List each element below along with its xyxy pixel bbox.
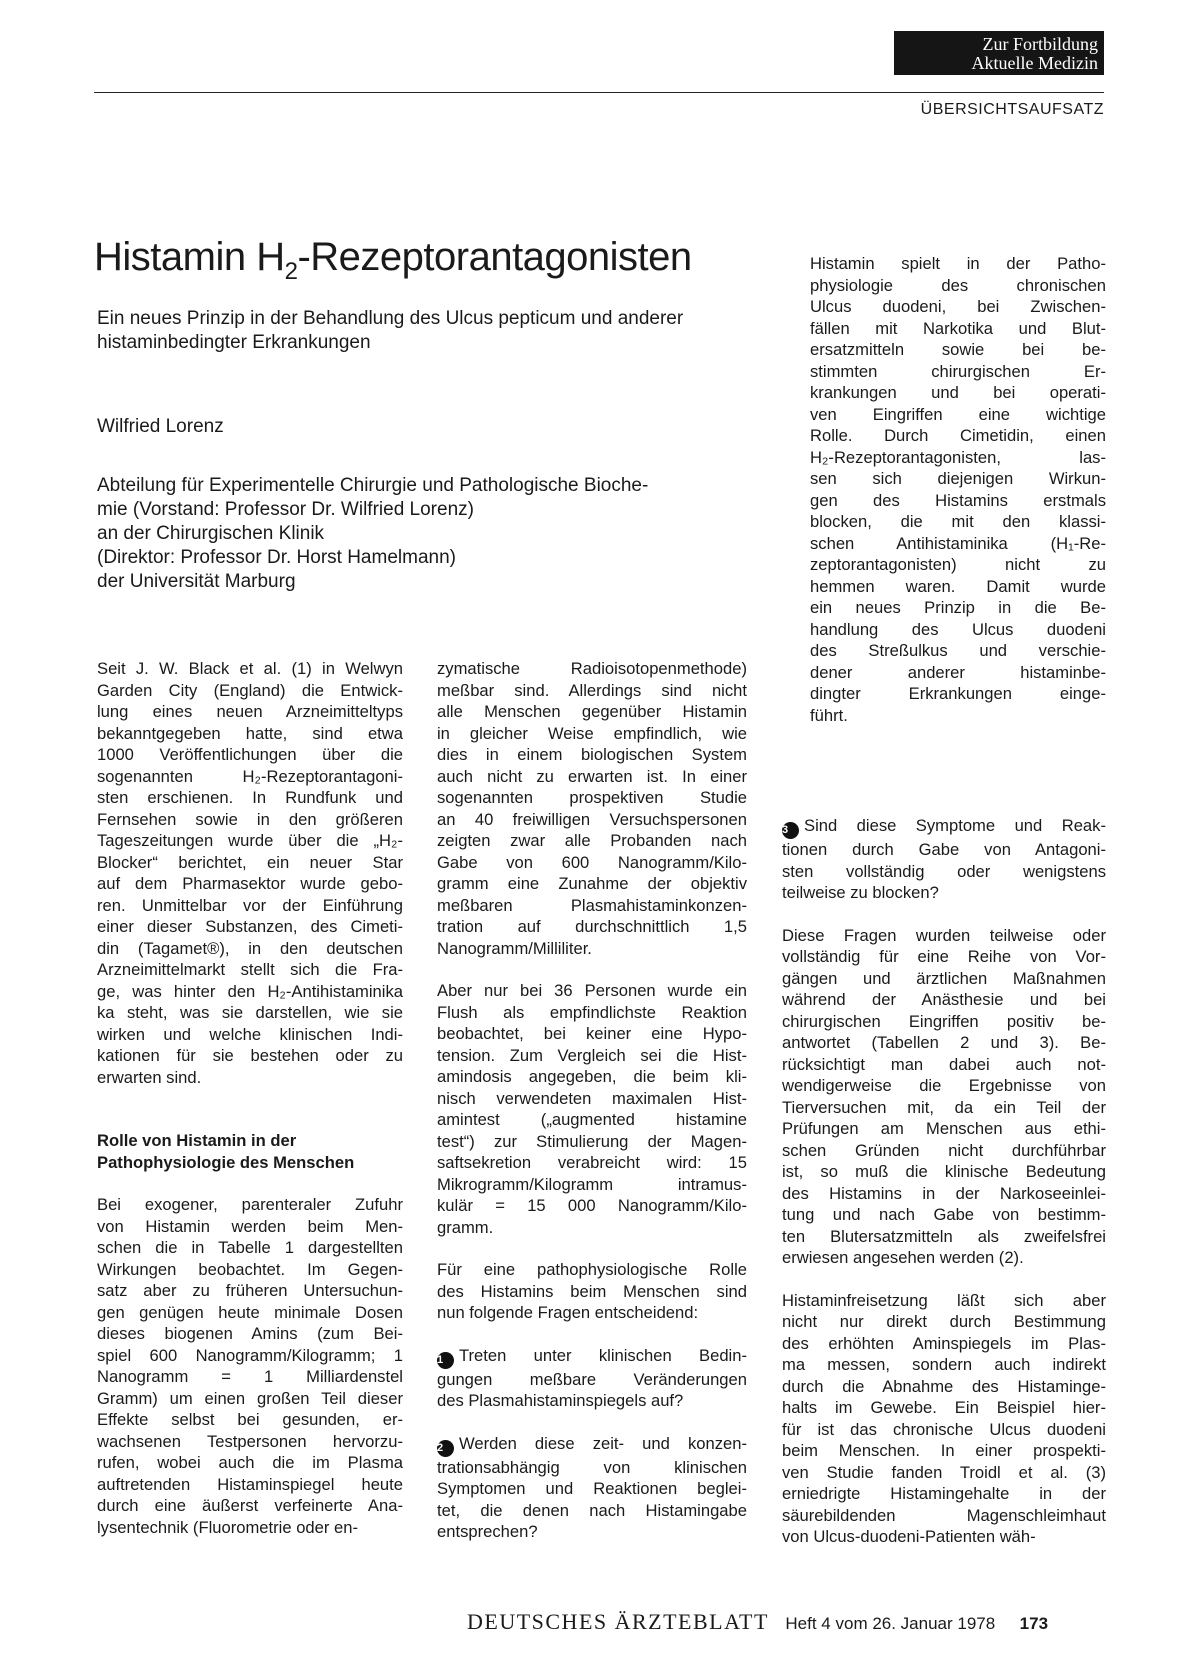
text-line: Gramm) um einen großen Teil dieser (97, 1388, 403, 1408)
text-line: ka steht, was sie darstellen, wie sie (97, 1003, 403, 1022)
text-line: Aber nur bei 36 Personen wurde ein (437, 981, 747, 1000)
text-line: dieses biogenen Amins (zum Bei- (97, 1324, 403, 1343)
text-line: ma messen, sondern auch indirekt (782, 1355, 1106, 1374)
text-line (782, 815, 1106, 839)
text-line: ein neues Prinzip in die Be- (810, 598, 1106, 617)
title-subscript: 2 (284, 258, 298, 285)
text-line: din (Tagamet®), in den deutschen (97, 938, 403, 958)
section-label: ÜBERSICHTSAUFSATZ (920, 101, 1104, 118)
text-line: Gabe von 600 Nanogramm/Kilo- (437, 852, 747, 872)
text-line: sten erschienen. In Rundfunk und (97, 788, 403, 807)
text-line: ersatzmitteln sowie bei be- (810, 340, 1106, 359)
text-line: Tierversuchen mit, da ein Teil der (782, 1097, 1106, 1117)
text-line: Nanogramm/Milliliter. (437, 938, 592, 958)
text-line: chirurgischen Eingriffen positiv be- (782, 1011, 1106, 1031)
paragraph-gap (97, 1109, 403, 1130)
text-line: des Histamins beim Menschen sind (437, 1281, 747, 1301)
text-line: nicht nur direkt durch Bestimmung (782, 1312, 1106, 1331)
text-line: tung und nach Gabe von bestimm- (782, 1205, 1106, 1224)
text-line-content: Sind diese Symptome und Reak- (804, 816, 1106, 835)
journal-name: DEUTSCHES ÄRZTEBLATT (467, 1609, 769, 1634)
text-line: Für eine pathophysiologische Rolle (437, 1260, 747, 1279)
section-heading: Rolle von Histamin in der (97, 1131, 297, 1150)
text-line: dingter Erkrankungen einge- (810, 684, 1106, 703)
text-line: Tageszeitungen wurde über die „H₂- (97, 831, 403, 850)
text-line: meßbar sind. Allerdings sind nicht (437, 680, 747, 700)
text-line: tet, die denen nach Histamingabe (437, 1500, 747, 1520)
affiliation-line: der Universität Marburg (97, 571, 296, 592)
paragraph-gap (97, 1088, 403, 1109)
text-line: rücksichtigt man dabei auch not- (782, 1054, 1106, 1074)
text-line: sogenannten prospektiven Studie (437, 788, 747, 807)
body-column-3 (782, 815, 1106, 1548)
text-line: ist, so muß die klinische Bedeutung (782, 1162, 1106, 1181)
text-line: während der Anästhesie und bei (782, 990, 1106, 1009)
paragraph-gap (437, 959, 747, 980)
text-line: tionen durch Gabe von Antagoni- (782, 840, 1106, 859)
article-subtitle: Ein neues Prinzip in der Behandlung des Ulcus pepticum und anderer histaminbedingter Erkrankungen (97, 308, 684, 353)
text-line: Garden City (England) die Entwick- (97, 680, 403, 700)
paragraph-gap (437, 1238, 747, 1259)
numbered-marker-icon: 1 (437, 1352, 454, 1369)
text-line: kationen für sie bestehen oder zu (97, 1046, 403, 1065)
badge-line-2: Aktuelle Medizin (971, 53, 1098, 73)
body-column-1 (97, 658, 403, 1538)
text-line: H₂-Rezeptorantagonisten, las- (810, 447, 1106, 467)
text-line: ge, was hinter den H₂-Antihistaminika (97, 981, 403, 1001)
title-pre: Histamin H (94, 235, 285, 279)
text-line: nun folgende Fragen entscheidend: (437, 1303, 699, 1322)
affiliation-block (97, 474, 757, 594)
text-line: Seit J. W. Black et al. (1) in Welwyn (97, 659, 403, 678)
text-line: saftsekretion verabreicht wird: 15 (437, 1153, 747, 1172)
badge-line-1: Zur Fortbildung (982, 34, 1098, 54)
text-line: erniedrigte Histamingehalte in der (782, 1484, 1106, 1503)
text-line: ren. Unmittelbar vor der Einführung (97, 895, 403, 915)
text-line: alle Menschen gegenüber Histamin (437, 702, 747, 721)
text-line: beim Menschen. In einer prospekti- (782, 1441, 1106, 1460)
text-line: schen Antihistaminika (H₁-Re- (810, 533, 1106, 553)
text-line: gungen meßbare Veränderungen (437, 1369, 747, 1389)
text-line: fällen mit Narkotika und Blut- (810, 318, 1106, 338)
text-line: 1000 Veröffentlichungen über die (97, 745, 403, 764)
article-title (94, 235, 692, 286)
text-line: beobachtet, bei keiner eine Hypo- (437, 1024, 747, 1043)
text-line: bekanntgegeben hatte, sind etwa (97, 723, 403, 743)
text-line: wendigerweise die Ergebnisse von (782, 1076, 1106, 1095)
text-line: von Histamin werden beim Men- (97, 1216, 403, 1236)
header-rule (94, 92, 1104, 93)
text-line: Prüfungen am Menschen aus ethi- (782, 1119, 1106, 1138)
text-line: wachsenen Testpersonen hervorzu- (97, 1431, 403, 1451)
text-line: auftretenden Histaminspiegel heute (97, 1474, 403, 1494)
text-line: gramm eine Zunahme der objektiv (437, 874, 747, 893)
text-line: des Plasmahistaminspiegels auf? (437, 1391, 684, 1410)
paragraph-gap (97, 1173, 403, 1194)
text-line: spiel 600 Nanogramm/Kilogramm; 1 (97, 1345, 403, 1365)
text-line: tension. Zum Vergleich sei die Hist- (437, 1045, 747, 1065)
title-post: -Rezeptorantagonisten (297, 235, 692, 279)
text-line: dener anderer histaminbe- (810, 662, 1106, 682)
text-line: Bei exogener, parenteraler Zufuhr (97, 1195, 403, 1214)
text-line: trationsabhängig von klinischen (437, 1457, 747, 1477)
series-badge (894, 31, 1104, 75)
text-line: sen sich diejenigen Wirkun- (810, 469, 1106, 488)
text-line: des Streßulkus und verschie- (810, 641, 1106, 660)
author-name: Wilfried Lorenz (97, 416, 224, 437)
text-line: des erhöhten Aminspiegels im Plas- (782, 1333, 1106, 1353)
text-line: ven Studie fanden Troidl et al. (3) (782, 1462, 1106, 1482)
numbered-marker-icon: 2 (437, 1440, 454, 1457)
text-line: blocken, die mit den klassi- (810, 512, 1106, 531)
text-line: einer dieser Substanzen, des Cimeti- (97, 917, 403, 936)
text-line: schen die in Tabelle 1 dargestellten (97, 1238, 403, 1257)
text-line: gängen und ärztlichen Maßnahmen (782, 968, 1106, 988)
text-line: hemmen waren. Damit wurde (810, 576, 1106, 596)
text-line: wirken und welche klinischen Indi- (97, 1024, 403, 1044)
text-line: Arzneimittelmarkt stellt sich die Fra- (97, 960, 403, 979)
text-line: test“) zur Stimulierung der Magen- (437, 1131, 747, 1151)
text-line: Diese Fragen wurden teilweise oder (782, 925, 1106, 945)
text-line: vollständig für eine Reihe von Vor- (782, 947, 1106, 966)
text-line: Histaminfreisetzung läßt sich aber (782, 1290, 1106, 1310)
text-line: rufen, wobei auch die im Plasma (97, 1453, 403, 1472)
paragraph-gap (782, 904, 1106, 925)
text-line: amintest („augmented histamine (437, 1110, 747, 1129)
text-line: Histamin spielt in der Patho- (810, 254, 1106, 273)
page-number: 173 (1019, 1614, 1049, 1633)
text-line: des Histamins in der Narkoseeinlei- (782, 1183, 1106, 1203)
text-line: Fernsehen sowie in den größeren (97, 809, 403, 829)
text-line: amindosis angegeben, die beim kli- (437, 1067, 747, 1086)
text-line: gramm. (437, 1217, 494, 1237)
text-line: krankungen und bei operati- (810, 383, 1106, 402)
text-line: zeigten zwar alle Probanden nach (437, 831, 747, 850)
text-line: erwarten sind. (97, 1067, 202, 1087)
text-line (437, 1345, 747, 1369)
text-line: gen des Histamins erstmals (810, 490, 1106, 510)
text-line: auch nicht zu erwarten ist. In einer (437, 766, 747, 786)
text-line: Ulcus duodeni, bei Zwischen- (810, 297, 1106, 316)
text-line: physiologie des chronischen (810, 275, 1106, 295)
text-line: Symptomen und Reaktionen beglei- (437, 1479, 747, 1498)
text-line: teilweise zu blocken? (782, 883, 939, 902)
abstract-column (810, 253, 1106, 726)
text-line: halts im Gewebe. Ein Beispiel hier- (782, 1398, 1106, 1417)
section-heading: Pathophysiologie des Menschen (97, 1152, 355, 1172)
text-line (437, 1433, 747, 1457)
text-line: lysentechnik (Fluorometrie oder en- (97, 1517, 359, 1537)
text-line: zeptorantagonisten) nicht zu (810, 555, 1106, 574)
text-line: satz aber zu früheren Untersuchun- (97, 1281, 403, 1300)
affiliation-line: an der Chirurgischen Klinik (97, 523, 325, 544)
numbered-marker-icon: 3 (782, 822, 799, 839)
affiliation-line: Abteilung für Experimentelle Chirurgie und Pathologische Bioche- (97, 475, 649, 496)
text-line: Blocker“ berichtet, ein neuer Star (97, 852, 403, 872)
text-line: schen Gründen nicht durchführbar (782, 1140, 1106, 1160)
text-line: für ist das chronische Ulcus duodeni (782, 1419, 1106, 1439)
text-line: durch eine äußerst verfeinerte Ana- (97, 1496, 403, 1515)
text-line: meßbaren Plasmahistaminkonzen- (437, 895, 747, 915)
text-line: lung eines neuen Arzneimitteltyps (97, 702, 403, 721)
text-line: von Ulcus-duodeni-Patienten wäh- (782, 1527, 1036, 1546)
text-line: führt. (810, 705, 848, 725)
text-line: kulär = 15 000 Nanogramm/Kilo- (437, 1196, 747, 1215)
text-line-content: Werden diese zeit- und konzen- (459, 1433, 747, 1453)
text-line: sogenannten H₂-Rezeptorantagoni- (97, 766, 403, 786)
text-line: entsprechen? (437, 1522, 538, 1541)
text-line: Flush als empfindlichste Reaktion (437, 1002, 747, 1022)
paragraph-gap (782, 1269, 1106, 1290)
text-line: zymatische Radioisotopenmethode) (437, 659, 747, 678)
text-line: in gleicher Weise empfindlich, wie (437, 723, 747, 743)
body-column-2 (437, 658, 747, 1543)
text-line: erwiesen angesehen werden (2). (782, 1248, 1024, 1267)
text-line: handlung des Ulcus duodeni (810, 619, 1106, 639)
text-line: stimmten chirurgischen Er- (810, 361, 1106, 381)
page-footer (467, 1609, 1048, 1635)
text-line: sten vollständig oder wenigstens (782, 861, 1106, 881)
text-line: ten Blutersatzmitteln als zweifelsfrei (782, 1226, 1106, 1246)
text-line-content: Treten unter klinischen Bedin- (459, 1345, 747, 1365)
text-line: Effekte selbst bei gesunden, er- (97, 1410, 403, 1429)
text-line: antwortet (Tabellen 2 und 3). Be- (782, 1033, 1106, 1052)
text-line: tration auf durchschnittlich 1,5 (437, 917, 747, 936)
text-line: gen genügen heute minimale Dosen (97, 1302, 403, 1322)
text-line: Wirkungen beobachtet. Im Gegen- (97, 1259, 403, 1279)
text-line: nisch verwendeten maximalen Hist- (437, 1088, 747, 1108)
issue-info: Heft 4 vom 26. Januar 1978 (785, 1614, 996, 1633)
paragraph-gap (437, 1412, 747, 1433)
affiliation-line: (Direktor: Professor Dr. Horst Hamelmann) (97, 547, 456, 568)
text-line: ven Eingriffen eine wichtige (810, 404, 1106, 424)
affiliation-line: mie (Vorstand: Professor Dr. Wilfried Lorenz) (97, 499, 474, 520)
text-line: Nanogramm = 1 Milliardenstel (97, 1367, 403, 1386)
text-line: an 40 freiwilligen Versuchspersonen (437, 809, 747, 829)
text-line: auf dem Pharmasektor wurde gebo- (97, 874, 403, 893)
text-line: säurebildenden Magenschleimhaut (782, 1505, 1106, 1525)
text-line: dies in einem biologischen System (437, 745, 747, 764)
text-line: durch die Abnahme des Histaminge- (782, 1376, 1106, 1396)
paragraph-gap (437, 1324, 747, 1345)
text-line: Rolle. Durch Cimetidin, einen (810, 426, 1106, 445)
text-line: Mikrogramm/Kilogramm intramus- (437, 1174, 747, 1194)
